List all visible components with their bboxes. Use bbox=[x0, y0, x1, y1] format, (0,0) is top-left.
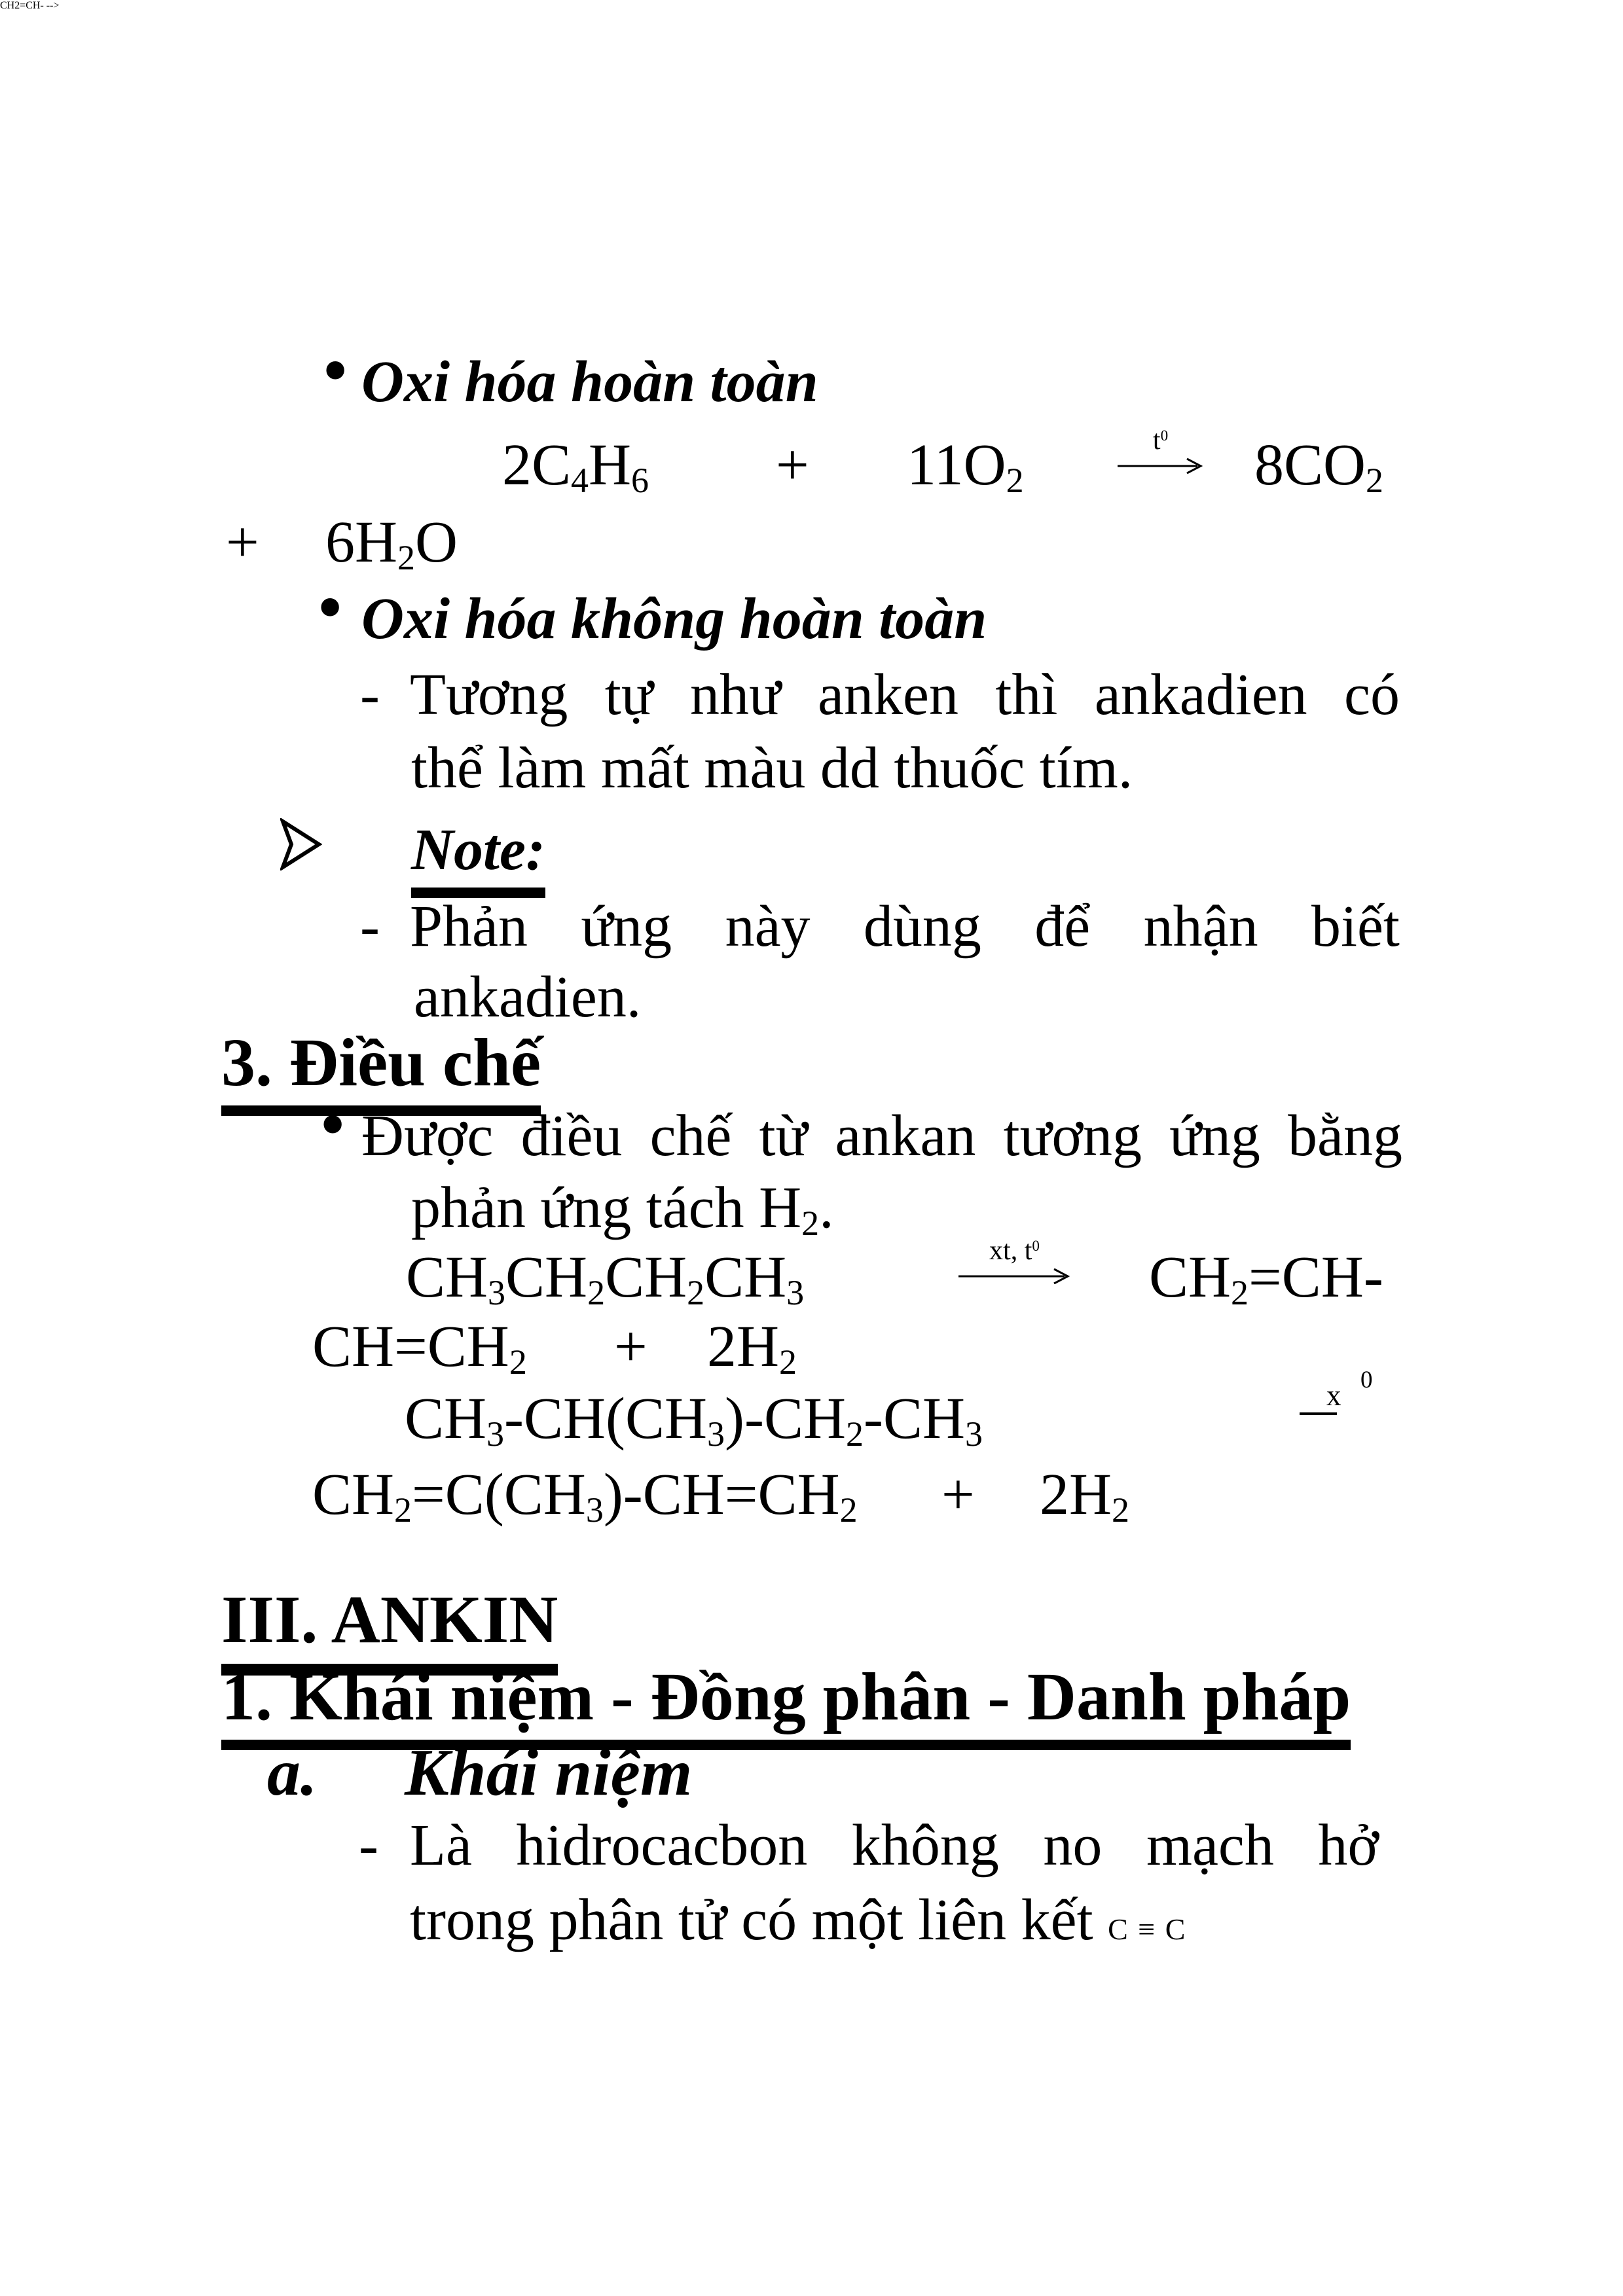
word: mạch bbox=[1146, 1813, 1274, 1878]
word: tương bbox=[1003, 1103, 1142, 1168]
section-heading-preparation bbox=[221, 1022, 541, 1104]
word: này bbox=[725, 894, 811, 959]
word: không bbox=[851, 1813, 999, 1878]
subsection-heading-text: 1. Khái niệm - Đồng phân - Danh pháp bbox=[221, 1659, 1351, 1750]
item-title: Khái niệm bbox=[405, 1736, 693, 1810]
heading-oxidation-partial: Oxi hóa không hoàn toàn bbox=[361, 586, 987, 651]
word: tự bbox=[604, 662, 653, 727]
word: dùng bbox=[863, 894, 981, 959]
clipped-arrow-label: x bbox=[1326, 1379, 1341, 1412]
triple-bond-formula: C ≡ C bbox=[1108, 1912, 1187, 1946]
reaction-arrow bbox=[1116, 425, 1205, 474]
reaction-arrow bbox=[957, 1236, 1072, 1284]
definition-text: trong phân tử có một liên kết bbox=[410, 1888, 1093, 1952]
word: từ bbox=[759, 1103, 808, 1168]
clipped-arrow-superscript: 0 bbox=[1360, 1367, 1373, 1393]
body-text-line: ankadien. bbox=[414, 965, 642, 1030]
word: ứng bbox=[581, 894, 672, 959]
plus-sign: + bbox=[776, 433, 809, 497]
word: để bbox=[1034, 894, 1091, 959]
word: no bbox=[1043, 1813, 1103, 1878]
note-label-text: Note: bbox=[411, 817, 545, 898]
arrow-condition-label: xt, $t^0$ bbox=[989, 1236, 1040, 1266]
bullet-icon: • bbox=[322, 329, 349, 412]
word: nhận bbox=[1143, 894, 1258, 959]
plus-sign: + bbox=[941, 1462, 975, 1527]
body-text-line bbox=[410, 658, 1400, 732]
formula-hydrogen: $2H_2$ bbox=[1040, 1462, 1129, 1530]
plus-sign: + bbox=[614, 1314, 647, 1379]
formula-butadiene-part1: $CH_2=CH-$ bbox=[1149, 1245, 1383, 1312]
formula-reactant-c4h6: $2C_4H_6$ bbox=[502, 433, 649, 500]
list-dash: - bbox=[360, 894, 380, 959]
section-heading-ankin bbox=[221, 1579, 558, 1661]
word: bằng bbox=[1288, 1103, 1402, 1168]
body-text-line: thể làm mất màu dd thuốc tím. bbox=[411, 736, 1133, 800]
bullet-icon: • bbox=[317, 565, 344, 649]
word: có bbox=[1344, 662, 1400, 727]
plus-sign: + bbox=[226, 510, 259, 575]
formula-product-co2: $8CO_2$ bbox=[1254, 433, 1384, 500]
item-letter: a. bbox=[267, 1736, 318, 1810]
section-heading-text: III. ANKIN bbox=[221, 1582, 558, 1676]
word: điều bbox=[520, 1103, 623, 1168]
subsection-heading bbox=[221, 1657, 1351, 1738]
word: hidrocacbon bbox=[516, 1813, 808, 1878]
body-text-line bbox=[410, 1809, 1379, 1883]
list-dash: - bbox=[360, 662, 380, 727]
word: như bbox=[689, 662, 781, 727]
word: biết bbox=[1311, 894, 1400, 959]
formula-butane: $CH_3CH_2CH_2CH_3$ bbox=[406, 1245, 805, 1312]
formula-isopentane: $CH_3-CH(CH_3)-CH_2-CH_3$ bbox=[405, 1386, 983, 1454]
formula-isoprene: $CH_2=C(CH_3)-CH=CH_2$ bbox=[312, 1462, 858, 1530]
note-arrowhead-icon bbox=[280, 818, 322, 870]
word: hở bbox=[1318, 1813, 1379, 1878]
body-text-line bbox=[410, 1884, 1186, 1958]
word: ankan bbox=[835, 1103, 976, 1168]
word: anken bbox=[818, 662, 959, 727]
word: Tương bbox=[410, 662, 568, 727]
list-dash: - bbox=[359, 1813, 378, 1878]
body-text-line bbox=[410, 890, 1400, 964]
word: Là bbox=[410, 1813, 472, 1878]
word: Được bbox=[361, 1103, 494, 1168]
document-page: • Oxi hóa hoàn toàn $2C_4H_6$ + $11O_2$ $t^0$ $8CO_2$ + $6H_2O$ • Oxi hóa không hoàn toàn - Tương tự như anken thì ankadien có thể làm mất màu dd thuốc tím. Note: - Phản ứng này dùng để nhận biết ankadien. 3. Điều chế • Được điều chế từ ankan tương ứng bằng phản ứng tách $H_2$. CH2=CH- --> $CH_3CH_2CH_2CH_3$ xt, $t^0$ $CH_2=CH-$ $CH=CH_2$ + $2H_2$ $CH_3-CH(CH_3)-CH_2-CH_3$ x 0 $CH_2=C(CH_3)-CH=CH_2$ + $2H_2$ III. ANKIN 1. Khái niệm - Đồng phân - Danh pháp a. Khái niệm - Là hidrocacbon không no mạch hở trong phân tử có một liên kết C ≡ C bbox=[0, 0, 1623, 2296]
word: Phản bbox=[410, 894, 528, 959]
clipped-arrow-line bbox=[1300, 1412, 1337, 1415]
word: ứng bbox=[1169, 1103, 1260, 1168]
section-heading-text: 3. Điều chế bbox=[221, 1025, 541, 1116]
formula-hydrogen: $2H_2$ bbox=[707, 1314, 797, 1382]
right-arrow-icon bbox=[1116, 457, 1205, 474]
word: thì bbox=[995, 662, 1058, 727]
word: chế bbox=[649, 1103, 732, 1168]
formula-butadiene-part2: $CH=CH_2$ bbox=[312, 1314, 527, 1382]
word: ankadien bbox=[1094, 662, 1307, 727]
formula-reactant-o2: $11O_2$ bbox=[907, 433, 1024, 500]
arrow-condition-label: $t^0$ bbox=[1152, 425, 1169, 456]
formula-product-h2o: $6H_2O$ bbox=[325, 510, 458, 577]
heading-oxidation-complete: Oxi hóa hoàn toàn bbox=[361, 350, 818, 414]
right-arrow-icon bbox=[957, 1267, 1072, 1284]
note-label bbox=[411, 814, 545, 888]
bullet-icon: • bbox=[319, 1083, 346, 1166]
body-text-line bbox=[361, 1100, 1402, 1174]
body-text-line: phản ứng tách $H_2$. bbox=[411, 1175, 834, 1243]
